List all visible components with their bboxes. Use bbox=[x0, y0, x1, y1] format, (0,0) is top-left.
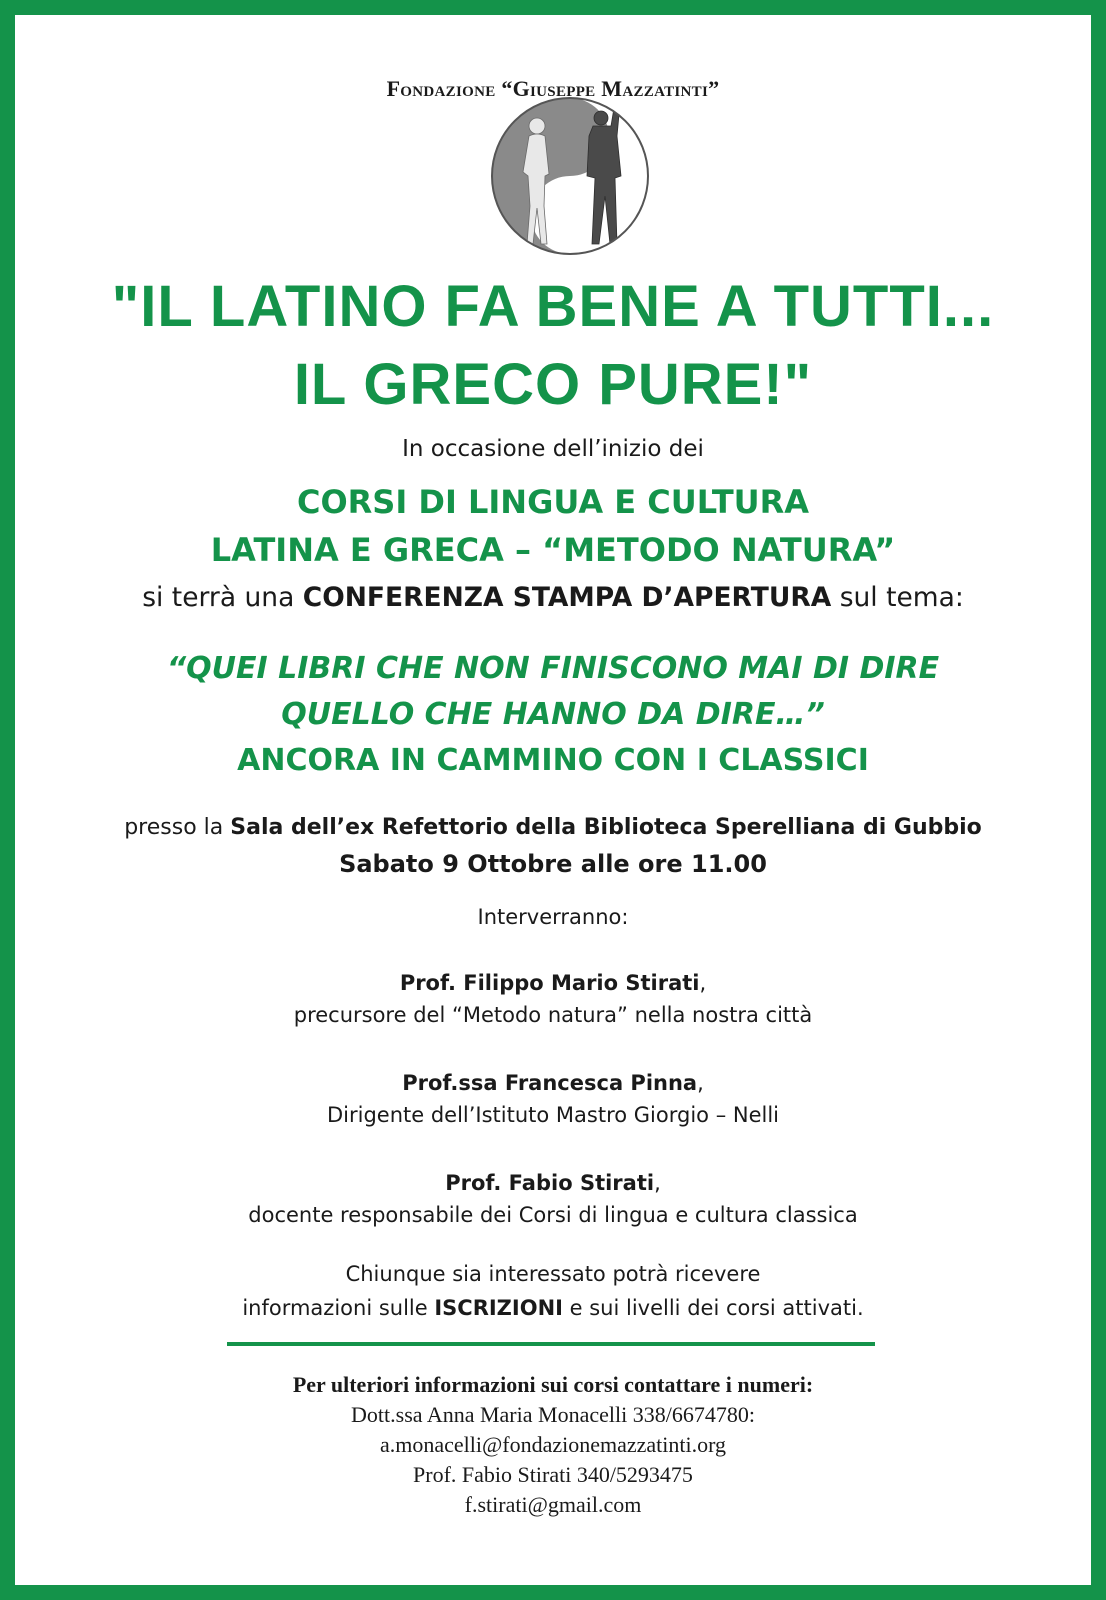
courses-line-2: LATINA E GRECA – “METODO NATURA” bbox=[210, 531, 896, 569]
speaker-2: Prof.ssa Francesca Pinna, Dirigente dell’Istituto Mastro Giorgio – Nelli bbox=[30, 1067, 1076, 1131]
speakers-heading: Interverranno: bbox=[477, 905, 629, 929]
topic-line-1: “QUEI LIBRI CHE NON FINISCONO MAI DI DIRE bbox=[166, 651, 940, 686]
enrollment-after: e sui livelli dei corsi attivati. bbox=[562, 1296, 864, 1320]
venue-info bbox=[30, 810, 1076, 882]
contact-line: Dott.ssa Anna Maria Monacelli 338/6674780: bbox=[351, 1402, 755, 1427]
speaker-name: Prof. Fabio Stirati bbox=[445, 1171, 655, 1195]
intro-text: In occasione dell’inizio dei bbox=[402, 436, 704, 462]
speaker-3: Prof. Fabio Stirati, docente responsabile dei Corsi di lingua e cultura classica bbox=[30, 1167, 1076, 1231]
foundation-name: Fondazione “Giuseppe Mazzatinti” bbox=[386, 76, 720, 101]
speaker-1: Prof. Filippo Mario Stirati, precursore del “Metodo natura” nella nostra città bbox=[30, 967, 1076, 1031]
event-date: Sabato 9 Ottobre alle ore 11.00 bbox=[339, 850, 767, 878]
speaker-role: Dirigente dell’Istituto Mastro Giorgio – Nelli bbox=[326, 1103, 780, 1127]
poster-title bbox=[30, 268, 1076, 424]
enrollment-bold: ISCRIZIONI bbox=[434, 1296, 563, 1320]
enrollment-before: informazioni sulle bbox=[242, 1296, 435, 1320]
contacts-heading: Per ulteriori informazioni sui corsi contattare i numeri: bbox=[292, 1372, 814, 1397]
venue-prefix: presso la bbox=[124, 815, 231, 840]
speaker-name: Prof.ssa Francesca Pinna bbox=[402, 1071, 698, 1095]
topic-quote bbox=[30, 646, 1076, 784]
conference-line bbox=[30, 582, 1076, 613]
yin-yang-statues-logo bbox=[475, 96, 665, 256]
divider bbox=[227, 1342, 875, 1346]
contact-email: a.monacelli@fondazionemazzatinti.org bbox=[379, 1432, 727, 1457]
courses-line-1: CORSI DI LINGUA E CULTURA bbox=[296, 483, 810, 521]
venue-place: Sala dell’ex Refettorio della Biblioteca Sperelliana di Gubbio bbox=[230, 815, 982, 840]
title-line-1: "IL LATINO FA BENE A TUTTI... bbox=[111, 274, 995, 339]
speaker-role: precursore del “Metodo natura” nella nostra città bbox=[293, 1003, 813, 1027]
topic-line-3: ANCORA IN CAMMINO CON I CLASSICI bbox=[237, 743, 869, 778]
poster-content bbox=[30, 30, 1076, 1570]
conference-before: si terrà una bbox=[142, 582, 303, 613]
speaker-name: Prof. Filippo Mario Stirati bbox=[399, 971, 700, 995]
contact-line: Prof. Fabio Stirati 340/5293475 bbox=[413, 1462, 693, 1487]
conference-after: sul tema: bbox=[831, 582, 964, 613]
contact-email: f.stirati@gmail.com bbox=[464, 1492, 642, 1517]
enrollment-info bbox=[30, 1257, 1076, 1325]
speaker-role: docente responsabile dei Corsi di lingua e cultura classica bbox=[248, 1203, 858, 1227]
title-line-2: IL GRECO PURE!" bbox=[293, 352, 813, 417]
enrollment-line-2 bbox=[30, 1291, 1076, 1325]
topic-line-2: QUELLO CHE HANNO DA DIRE…” bbox=[281, 697, 825, 732]
venue-line bbox=[30, 810, 1076, 846]
contacts-section bbox=[30, 1370, 1076, 1520]
conference-bold: CONFERENZA STAMPA D’APERTURA bbox=[302, 582, 832, 613]
enrollment-line-1: Chiunque sia interessato potrà ricevere bbox=[345, 1262, 761, 1286]
courses-heading bbox=[30, 478, 1076, 574]
